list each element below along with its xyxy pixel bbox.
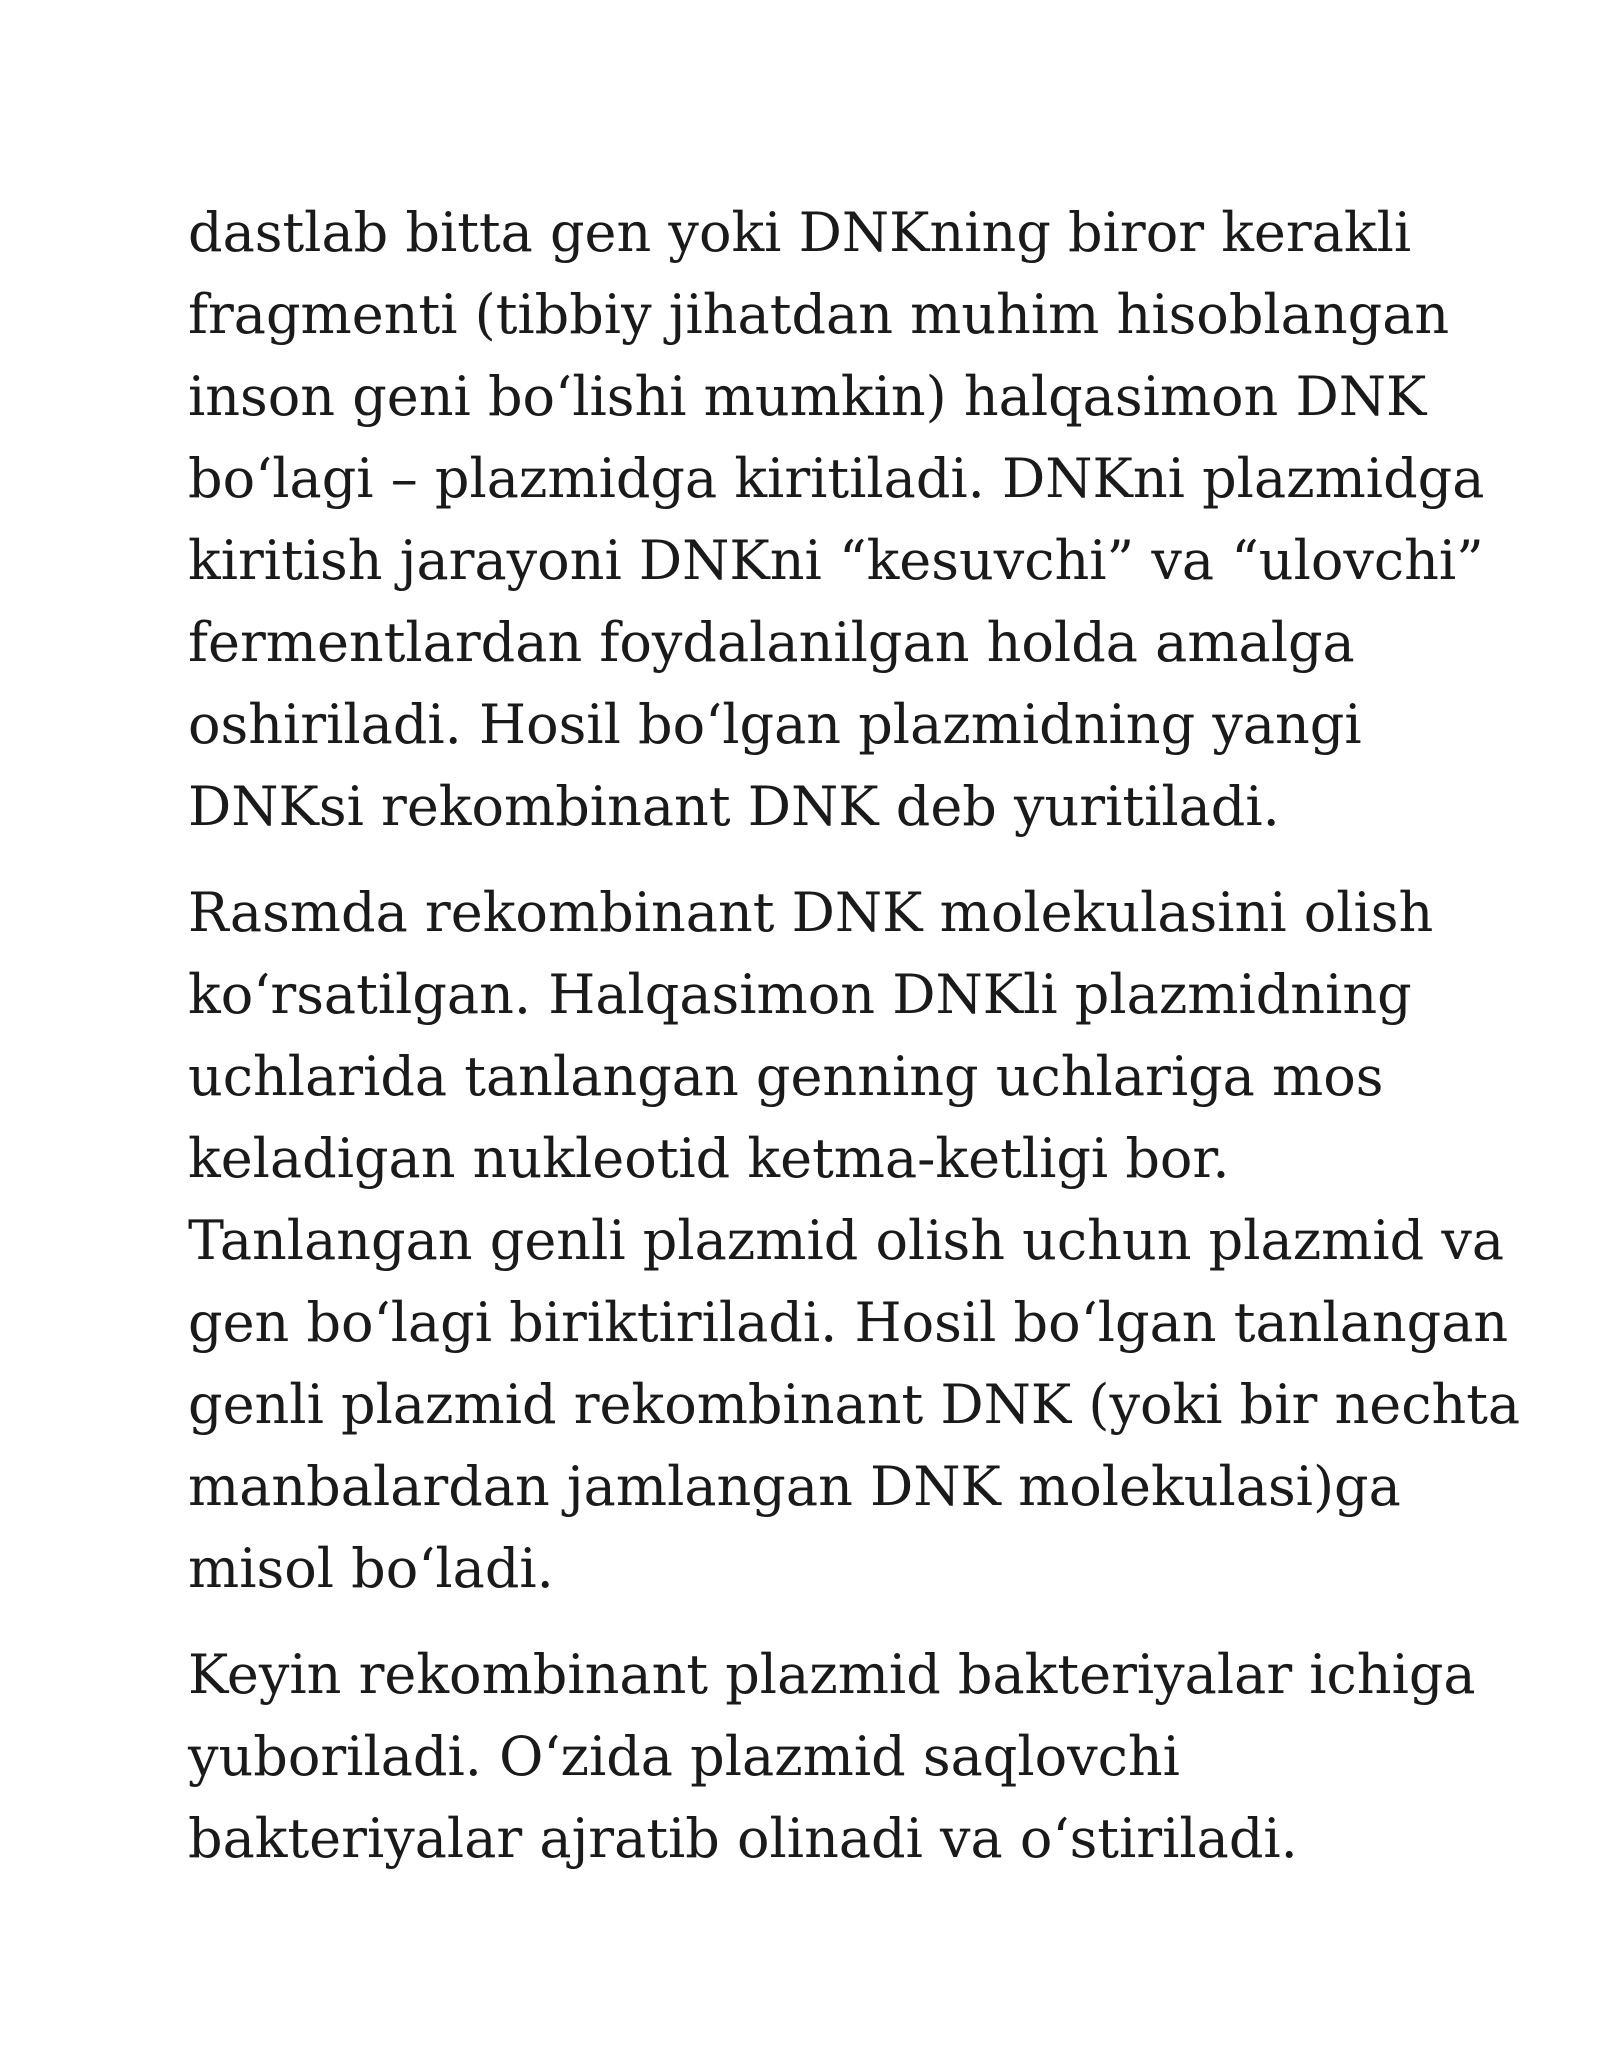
text-line: fragmenti (tibbiy jihatdan muhim hisoblangan [188,283,1450,346]
paragraph-3 [188,1634,1476,1880]
text-line: yuboriladi. Oʻzida plazmid saqlovchi [188,1725,1180,1788]
text-line: koʻrsatilgan. Halqasimon DNKli plazmidning [188,963,1412,1026]
text-line: dastlab bitta gen yoki DNKning biror kerakli [188,201,1412,264]
text-line: bakteriyalar ajratib olinadi va oʻstiriladi. [188,1807,1298,1870]
text-line: inson geni boʻlishi mumkin) halqasimon DNK [188,365,1427,428]
text-line: genli plazmid rekombinant DNK (yoki bir nechta [188,1373,1521,1436]
paragraph-2 [188,872,1521,1610]
body-text [188,192,1521,1880]
text-line: DNKsi rekombinant DNK deb yuritiladi. [188,775,1280,838]
text-line: manbalardan jamlangan DNK molekulasi)ga [188,1455,1401,1518]
text-line: Rasmda rekombinant DNK molekulasini olish [188,881,1434,944]
text-line: Keyin rekombinant plazmid bakteriyalar ichiga [188,1643,1476,1706]
text-line: keladigan nukleotid ketma-ketligi bor. [188,1127,1230,1190]
text-line: Tanlangan genli plazmid olish uchun plazmid va [188,1209,1505,1272]
paragraph-1 [188,192,1485,848]
text-line: fermentlardan foydalanilgan holda amalga [188,611,1355,674]
text-line: kiritish jarayoni DNKni “kesuvchi” va “ulovchi” [188,529,1484,592]
text-line: oshiriladi. Hosil boʻlgan plazmidning yangi [188,693,1362,756]
text-line: uchlarida tanlangan genning uchlariga mos [188,1045,1384,1108]
text-line: gen boʻlagi biriktiriladi. Hosil boʻlgan tanlangan [188,1291,1509,1354]
text-line: boʻlagi – plazmidga kiritiladi. DNKni plazmidga [188,447,1485,510]
text-line: misol boʻladi. [188,1537,554,1600]
